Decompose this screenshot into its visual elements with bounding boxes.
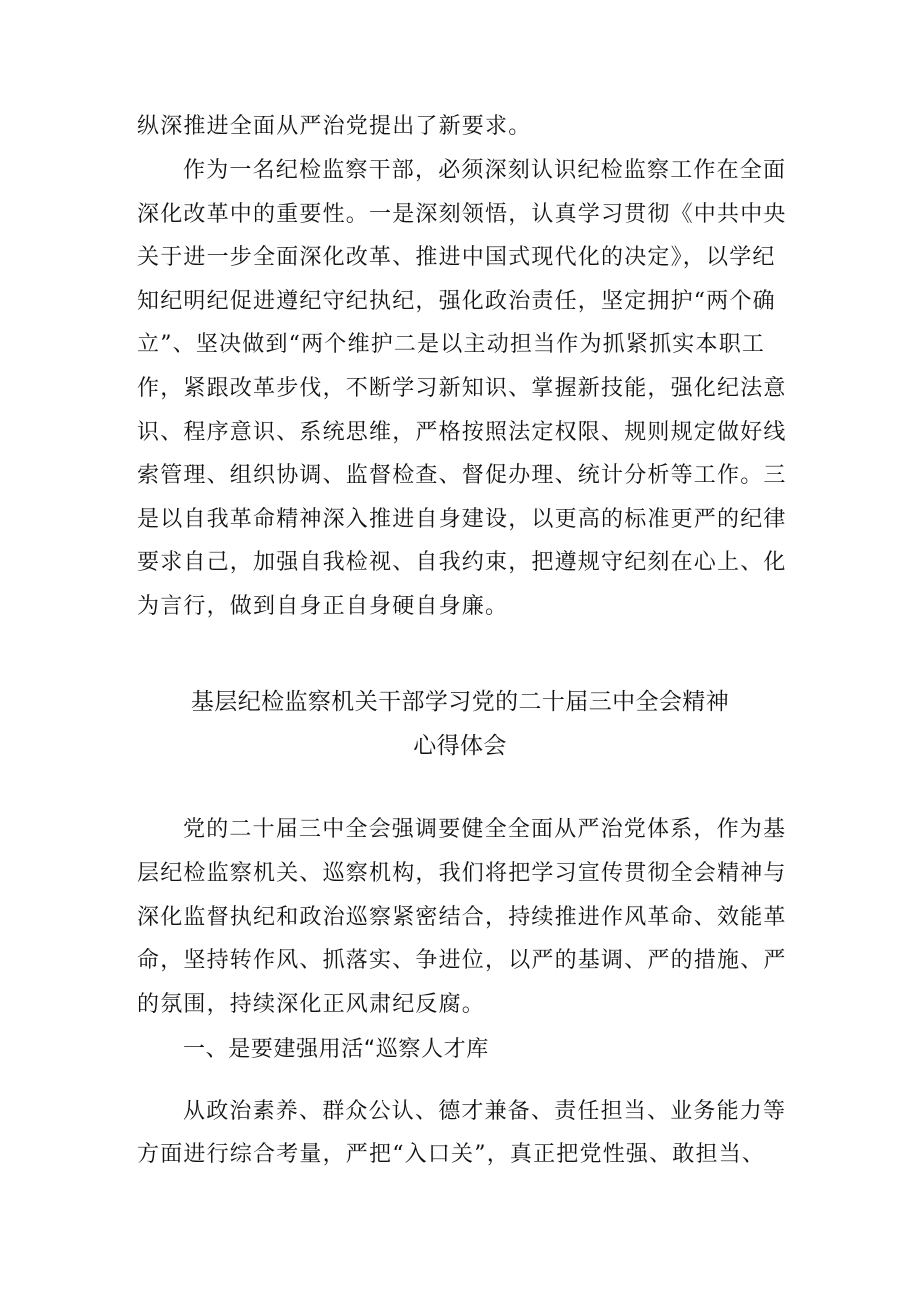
- paragraph-line: 要求自己，加强自我检视、自我约束，把遵规守纪刻在心上、化: [137, 550, 787, 575]
- paragraph-line: 方面进行综合考量，严把“入口关”，真正把党性强、敢担当、: [137, 1142, 766, 1167]
- paragraph-line: 识、程序意识、系统思维，严格按照法定权限、规则规定做好线: [137, 420, 787, 445]
- paragraph-line: 关于进一步全面深化改革、推进中国式现代化的决定》，以学纪: [137, 245, 776, 270]
- paragraph-line: 为言行，做到自身正自身硬自身廉。: [137, 594, 509, 619]
- paragraph-line: 立”、坚决做到“两个维护二是以主动担当作为抓紧抓实本职工: [137, 332, 766, 357]
- paragraph-line: 是以自我革命精神深入推进自身建设，以更高的标准更严的纪律: [137, 507, 787, 532]
- paragraph-line: 深化监督执纪和政治巡察紧密结合，持续推进作风革命、效能革: [137, 905, 787, 930]
- paragraph-line: 从政治素养、群众公认、德才兼备、责任担当、业务能力等: [183, 1099, 787, 1124]
- paragraph-line: 命，坚持转作风、抓落实、争进位，以严的基调、严的措施、严: [137, 948, 787, 973]
- paragraph-line: 作，紧跟改革步伐，不断学习新知识、掌握新技能，强化纪法意: [137, 376, 787, 401]
- paragraph-line: 作为一名纪检监察干部，必须深刻认识纪检监察工作在全面: [183, 158, 787, 183]
- paragraph-line: 索管理、组织协调、监督检查、督促办理、统计分析等工作。三: [137, 463, 787, 488]
- article-title-line-2: 心得体会: [413, 733, 507, 759]
- section-heading: 一、是要建强用活“巡察人才库: [183, 1037, 489, 1062]
- paragraph-line: 深化改革中的重要性。一是深刻领悟，认真学习贯彻《中共中央: [137, 202, 787, 227]
- paragraph-continued-line: 纵深推进全面从严治党提出了新要求。: [137, 114, 532, 139]
- paragraph-line: 层纪检监察机关、巡察机构，我们将把学习宣传贯彻全会精神与: [137, 861, 787, 886]
- paragraph-line: 党的二十届三中全会强调要健全全面从严治党体系，作为基: [183, 817, 787, 842]
- paragraph-line: 的氛围，持续深化正风肃纪反腐。: [137, 992, 486, 1017]
- article-title-line-1: 基层纪检监察机关干部学习党的二十届三中全会精神: [190, 689, 730, 715]
- paragraph-line: 知纪明纪促进遵纪守纪执纪，强化政治责任，坚定拥护“两个确: [137, 289, 776, 314]
